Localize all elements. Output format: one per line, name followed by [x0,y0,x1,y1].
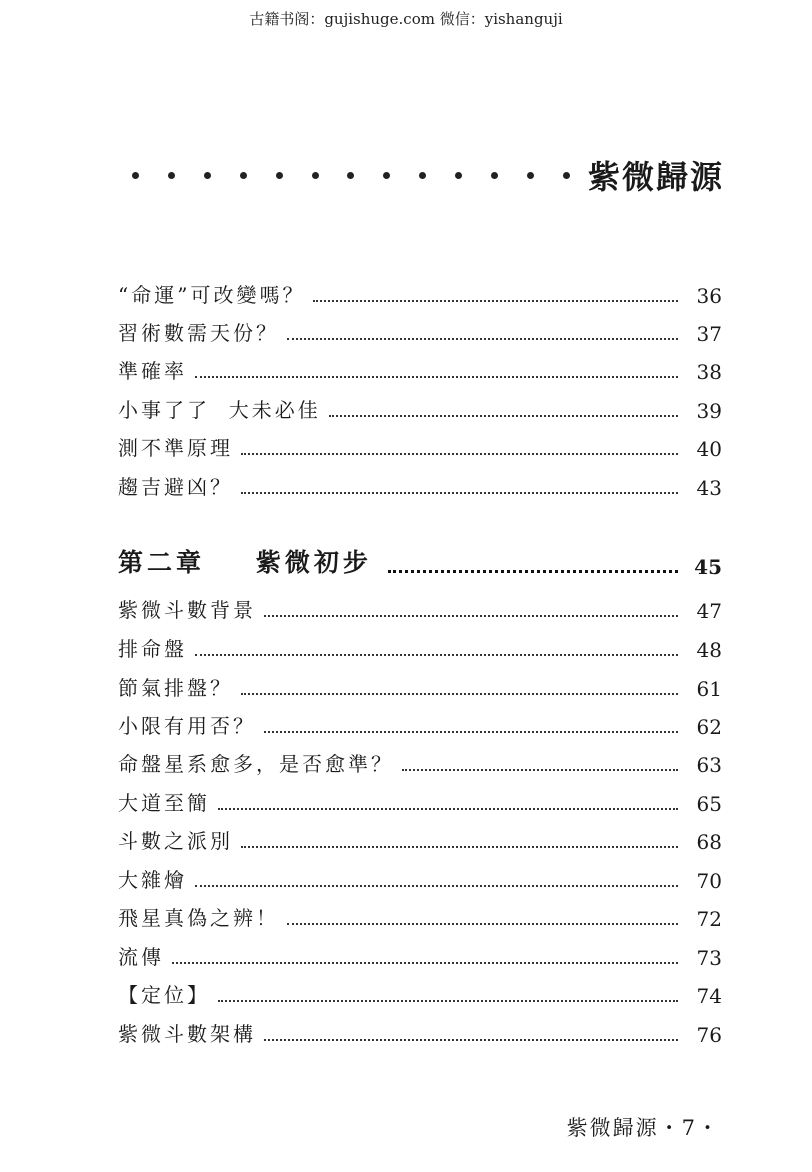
header-dot [204,172,211,179]
header-title: 紫微歸源 [587,158,724,196]
toc-page-number: 39 [696,399,722,423]
header-dot [347,172,354,179]
toc-page-number: 74 [696,984,722,1008]
toc-entry-title: 大雜燴 [118,868,187,892]
header-dot [276,172,283,179]
toc-entry-title: 大道至簡 [118,791,210,815]
header-dot [419,172,426,179]
dot-leader [241,491,678,494]
toc-entry-title: 【定位】 [118,983,210,1007]
toc-entry[interactable] [118,470,722,500]
toc-entry[interactable] [118,978,722,1008]
toc-entry[interactable] [118,863,722,893]
toc-entry[interactable] [118,278,722,308]
toc-entry[interactable] [118,354,722,384]
toc-page-number: 68 [696,830,722,854]
toc-entry[interactable] [118,393,722,423]
dot-leader [241,692,678,695]
dot-leader [388,569,678,573]
toc-entry-title: 紫微斗數架構 [118,1022,256,1046]
toc-entry-title: “命運”可改變嗎？ [118,283,306,307]
toc-page-number: 70 [696,869,722,893]
watermark-text: 古籍书阁：gujishuge.com 微信：yishanguji [249,10,563,28]
toc-entry-title: 第二章 紫微初步 [118,548,372,577]
toc-entry[interactable] [118,824,722,854]
toc-page-number: 76 [696,1023,722,1047]
toc-page-number: 72 [696,907,722,931]
toc-entry-title: 飛星真偽之辨！ [118,906,279,930]
toc-page-number: 40 [696,437,722,461]
dot-leader [402,768,678,771]
running-header [132,150,724,200]
toc-entry[interactable] [118,632,722,662]
toc-page-number: 38 [696,360,722,384]
dot-leader [195,375,678,378]
toc-entry-title: 紫微斗數背景 [118,598,256,622]
header-dot [491,172,498,179]
toc-entry[interactable] [118,671,722,701]
dot-leader [195,653,678,656]
toc-entry-title: 準確率 [118,359,187,383]
toc-entry-title: 斗數之派別 [118,829,233,853]
toc-entry[interactable] [118,901,722,931]
dot-leader [313,299,678,302]
dot-leader [264,614,678,617]
toc-entry-title: 節氣排盤？ [118,676,233,700]
header-dot [240,172,247,179]
header-dot [168,172,175,179]
toc-page-number: 73 [696,946,722,970]
toc-page-number: 37 [696,322,722,346]
header-dot [455,172,462,179]
toc-page-number: 63 [696,753,722,777]
toc-page-number: 65 [696,792,722,816]
toc-entry-title: 習術數需天份？ [118,321,279,345]
toc-entry[interactable] [118,316,722,346]
header-dot [132,172,139,179]
toc-page-number: 48 [696,638,722,662]
dot-leader [195,884,678,887]
toc-page-number: 62 [696,715,722,739]
toc-page-number: 45 [694,555,722,579]
toc-entry-title: 測不準原理 [118,436,233,460]
page-footer: 紫微歸源・7・ [566,1116,720,1140]
toc-entry[interactable] [118,593,722,623]
toc-entry[interactable] [118,786,722,816]
toc-entry-title: 流傳 [118,945,164,969]
dot-leader [241,845,678,848]
toc-entry[interactable] [118,940,722,970]
toc-page-number: 61 [696,677,722,701]
dot-leader [172,961,678,964]
header-dot [527,172,534,179]
toc-chapter-entry[interactable] [118,549,722,579]
dot-leader [264,1038,678,1041]
dot-leader [264,730,678,733]
header-dot [312,172,319,179]
dot-leader [287,922,678,925]
toc-page-number: 43 [696,476,722,500]
toc-entry-title: 趨吉避凶？ [118,475,233,499]
toc-entry[interactable] [118,709,722,739]
header-dot [563,172,570,179]
toc-entry-title: 排命盤 [118,637,187,661]
toc-entry-title: 小事了了 大未必佳 [118,398,321,422]
toc-entry[interactable] [118,1017,722,1047]
dot-leader [241,452,678,455]
toc-entry[interactable] [118,431,722,461]
toc-page-number: 47 [696,599,722,623]
header-dot [383,172,390,179]
toc-page-number: 36 [696,284,722,308]
dot-leader [218,999,678,1002]
toc-entry-title: 命盤星系愈多，是否愈準？ [118,752,394,776]
dot-leader [287,337,678,340]
toc-entry-title: 小限有用否？ [118,714,256,738]
dot-leader [218,807,678,810]
toc-entry[interactable] [118,747,722,777]
header-dot-leader [132,172,588,179]
dot-leader [329,414,678,417]
